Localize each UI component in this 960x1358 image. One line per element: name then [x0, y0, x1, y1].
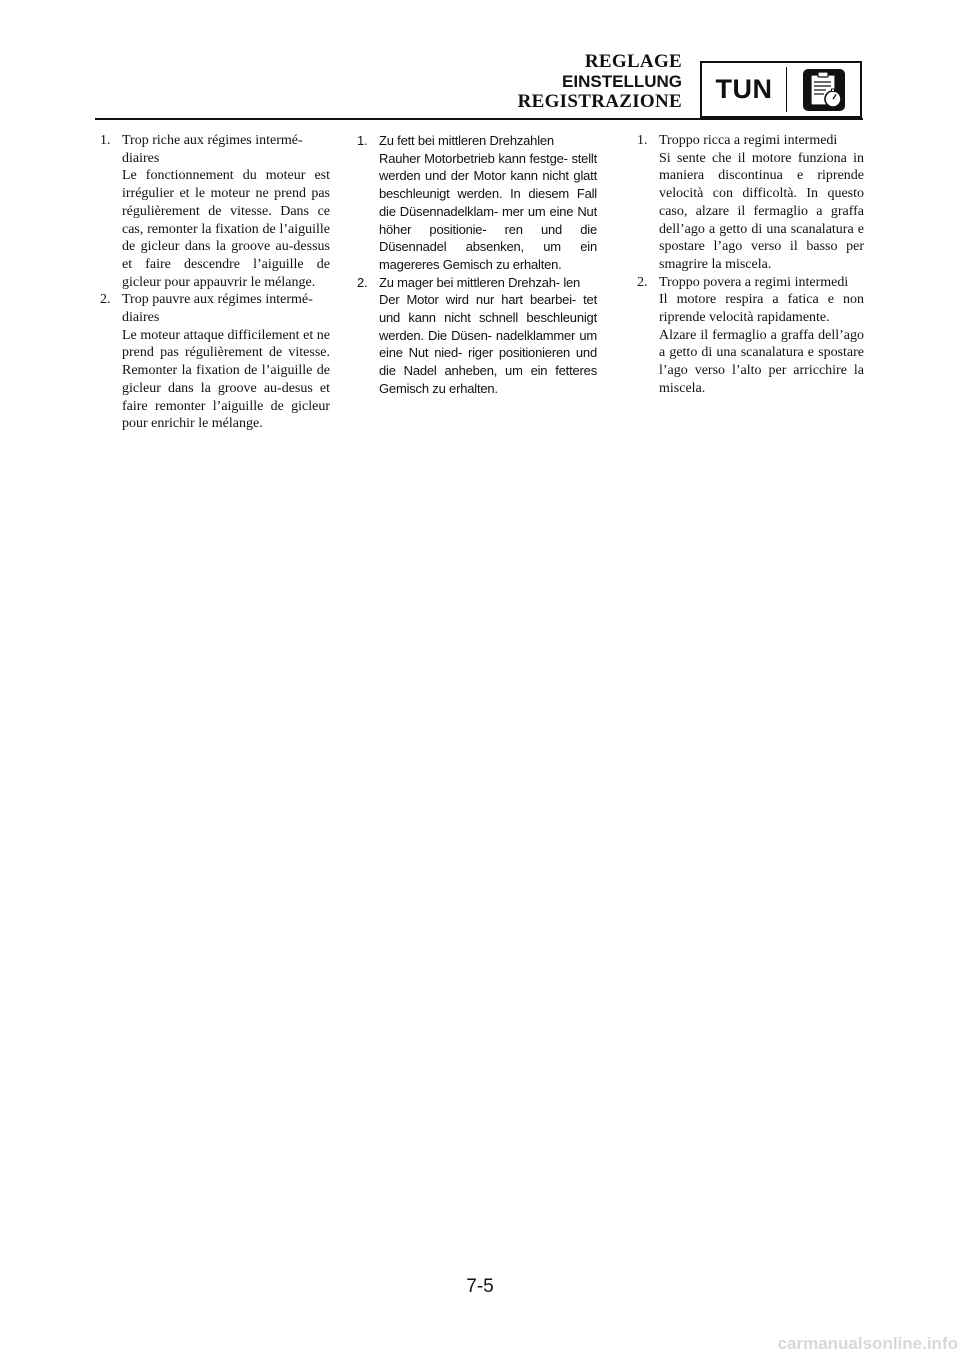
watermark: carmanualsonline.info [777, 1334, 958, 1353]
item-text: Rauher Motorbetrieb kann festge- stellt werden und der Motor kann nicht glatt beschleunigt werden. In diesem Fall die Düsennadelklam- mer um eine Nut höher positionie- ren und die Düsennadel absenken, um ein magereres Gemisch zu erhalten. [379, 150, 597, 272]
item-heading: Trop riche aux régimes intermé- diaires [122, 133, 303, 166]
badge-label: TUN [715, 74, 773, 104]
item-number: 1. [637, 133, 648, 148]
section-title-it: REGISTRAZIONE [517, 91, 682, 112]
item-heading: Troppo povera a regimi intermedi [659, 274, 849, 290]
section-title-fr: REGLAGE [584, 51, 682, 72]
item-number: 2. [100, 292, 111, 308]
item-number: 1. [100, 133, 111, 148]
item-text: Der Motor wird nur hart bearbei- tet und kann nicht schnell beschleunigt werden. Die Düsen- nadelklammer um eine Nut nied- riger positionieren und die Nadel anheben, um ein fetteres Gemisch zu erhalten. [379, 292, 597, 396]
item-heading: Zu mager bei mittleren Drehzah- len [379, 274, 581, 290]
column-french [100, 132, 330, 433]
item-number: 2. [637, 274, 648, 290]
page-number: 7-5 [466, 1276, 494, 1297]
header-rule [95, 118, 863, 120]
section-title-block [518, 52, 682, 112]
item-heading: Trop pauvre aux régimes intermé- diaires [122, 292, 313, 326]
item-text: Le moteur attaque difficilement et ne prend pas régulièrement de vitesse. Remonter la fixation de l’aiguille de gicleur dans la groove au-desus et faire remonter l’aiguille de gicleur pour enrichir le mélange. [122, 327, 330, 432]
list-item [100, 291, 330, 433]
checklist-stopwatch-icon [787, 63, 860, 116]
item-text: Le fonctionnement du moteur est irrégulier et le moteur ne prend pas régulièrement de vitesse. Dans ce cas, remonter la fixation de l’aiguille de gicleur dans la groove au-dessus et faire descendre l’aiguille de gicleur pour appauvrir le mélange. [122, 168, 330, 290]
list-item [100, 132, 330, 291]
item-heading: Zu fett bei mittleren Drehzahlen [379, 133, 554, 148]
item-text: Il motore respira a fatica e non riprende velocità rapidamente. [659, 292, 864, 326]
item-number: 1. [357, 133, 368, 148]
list-item [637, 132, 864, 274]
list-item [357, 132, 597, 274]
column-italian [637, 132, 864, 398]
list-item [357, 274, 597, 398]
section-badge [700, 61, 862, 118]
section-title-de: EINSTELLUNG [562, 72, 682, 91]
list-item [637, 274, 864, 398]
column-german [357, 132, 597, 398]
item-text: Si sente che il motore funziona in maniera discontinua e riprende velocità con difficoltà. In questo caso, alzare il fermaglio a graffa dell’ago a getto di una scanalatura e spostare l’ago verso il basso per smagrire la miscela. [659, 150, 864, 272]
item-number: 2. [357, 274, 368, 290]
item-heading: Troppo ricca a regimi intermedi [659, 133, 838, 148]
item-text-continued: Alzare il fermaglio a graffa dell’ago a getto di una scanalatura e spostare l’ago verso l’alto per arricchire la miscela. [659, 327, 864, 396]
